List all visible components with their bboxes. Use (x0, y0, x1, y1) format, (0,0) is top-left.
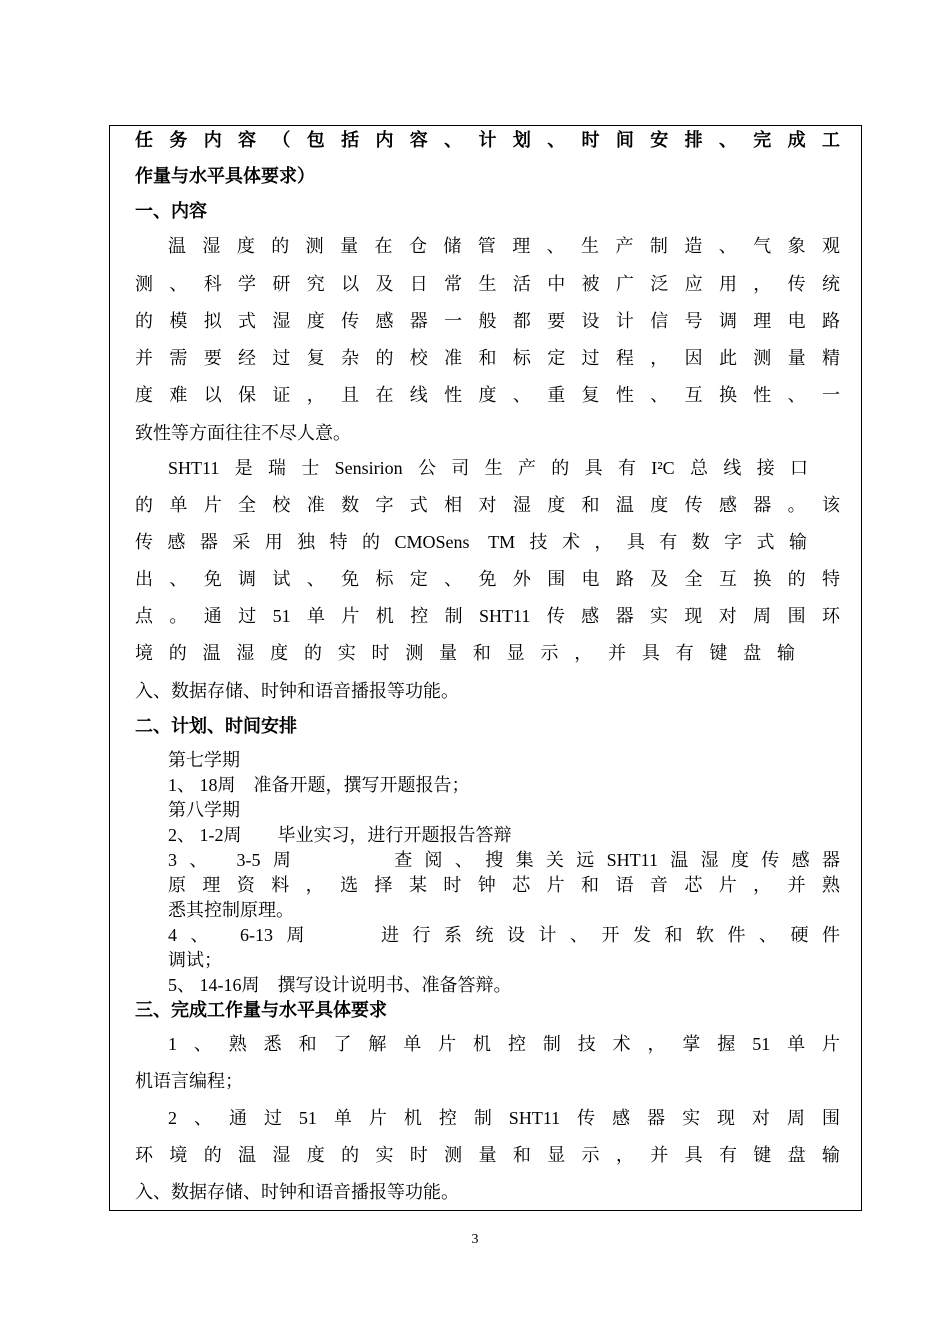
schedule-line: 第八学期 (168, 800, 240, 820)
schedule-line: 调试； (168, 950, 222, 970)
section-1-heading: 一、内容 (135, 201, 207, 221)
title-line-1: 任务内容（包括内容、计划、时间安排、完成工 (135, 130, 840, 150)
schedule-line: 4、 6-13周 进行系统设计、开发和软件、硬件 (168, 925, 840, 945)
paragraph-line: 出、免调试、免标定、免外围电路及全互换的特 (135, 569, 840, 589)
schedule-line: 原理资料，选择某时钟芯片和语音芯片，并熟 (168, 875, 840, 895)
schedule-line: 第七学期 (168, 750, 240, 770)
schedule-line: 5、 14-16周 撰写设计说明书、准备答辩。 (168, 975, 512, 995)
paragraph-line: 并需要经过复杂的校准和标定过程，因此测量精 (135, 348, 840, 368)
paragraph-line: 入、数据存储、时钟和语音播报等功能。 (135, 681, 459, 701)
task-content-box (109, 125, 862, 1211)
section-3-heading: 三、完成工作量与水平具体要求 (135, 1000, 387, 1020)
paragraph-line: 度难以保证，且在线性度、重复性、互换性、一 (135, 385, 840, 405)
requirement-line: 机语言编程； (135, 1071, 243, 1091)
paragraph-line: 温湿度的测量在仓储管理、生产制造、气象观 (168, 236, 840, 256)
paragraph-line: 点。通过51单片机控制SHT11传感器实现对周围环 (135, 606, 840, 626)
requirement-line: 2、通过51单片机控制SHT11传感器实现对周围 (168, 1108, 840, 1128)
section-2-heading: 二、计划、时间安排 (135, 716, 297, 736)
paragraph-line: SHT11是瑞士Sensirion公司生产的具有I²C总线接口 (168, 458, 808, 478)
schedule-line: 3、 3-5周 查阅、搜集关远SHT11温湿度传感器 (168, 850, 840, 870)
schedule-line: 1、 18周 准备开题，撰写开题报告； (168, 775, 470, 795)
paragraph-line: 致性等方面往往不尽人意。 (135, 423, 351, 443)
schedule-line: 2、 1-2周 毕业实习，进行开题报告答辩 (168, 825, 512, 845)
requirement-line: 环境的温湿度的实时测量和显示，并具有键盘输 (135, 1145, 840, 1165)
paragraph-line: 测、科学研究以及日常生活中被广泛应用，传统 (135, 274, 840, 294)
title-line-2: 作量与水平具体要求） (135, 166, 315, 186)
paragraph-line: 传感器采用独特的CMOSens TM技术，具有数字式输 (135, 532, 807, 552)
requirement-line: 入、数据存储、时钟和语音播报等功能。 (135, 1182, 459, 1202)
schedule-line: 悉其控制原理。 (168, 900, 294, 920)
paragraph-line: 境的温湿度的实时测量和显示，并具有键盘输 (135, 643, 795, 663)
paragraph-line: 的模拟式湿度传感器一般都要设计信号调理电路 (135, 311, 840, 331)
page-number: 3 (471, 1232, 479, 1247)
requirement-line: 1、熟悉和了解单片机控制技术，掌握51单片 (168, 1034, 840, 1054)
paragraph-line: 的单片全校准数字式相对湿度和温度传感器。该 (135, 495, 840, 515)
